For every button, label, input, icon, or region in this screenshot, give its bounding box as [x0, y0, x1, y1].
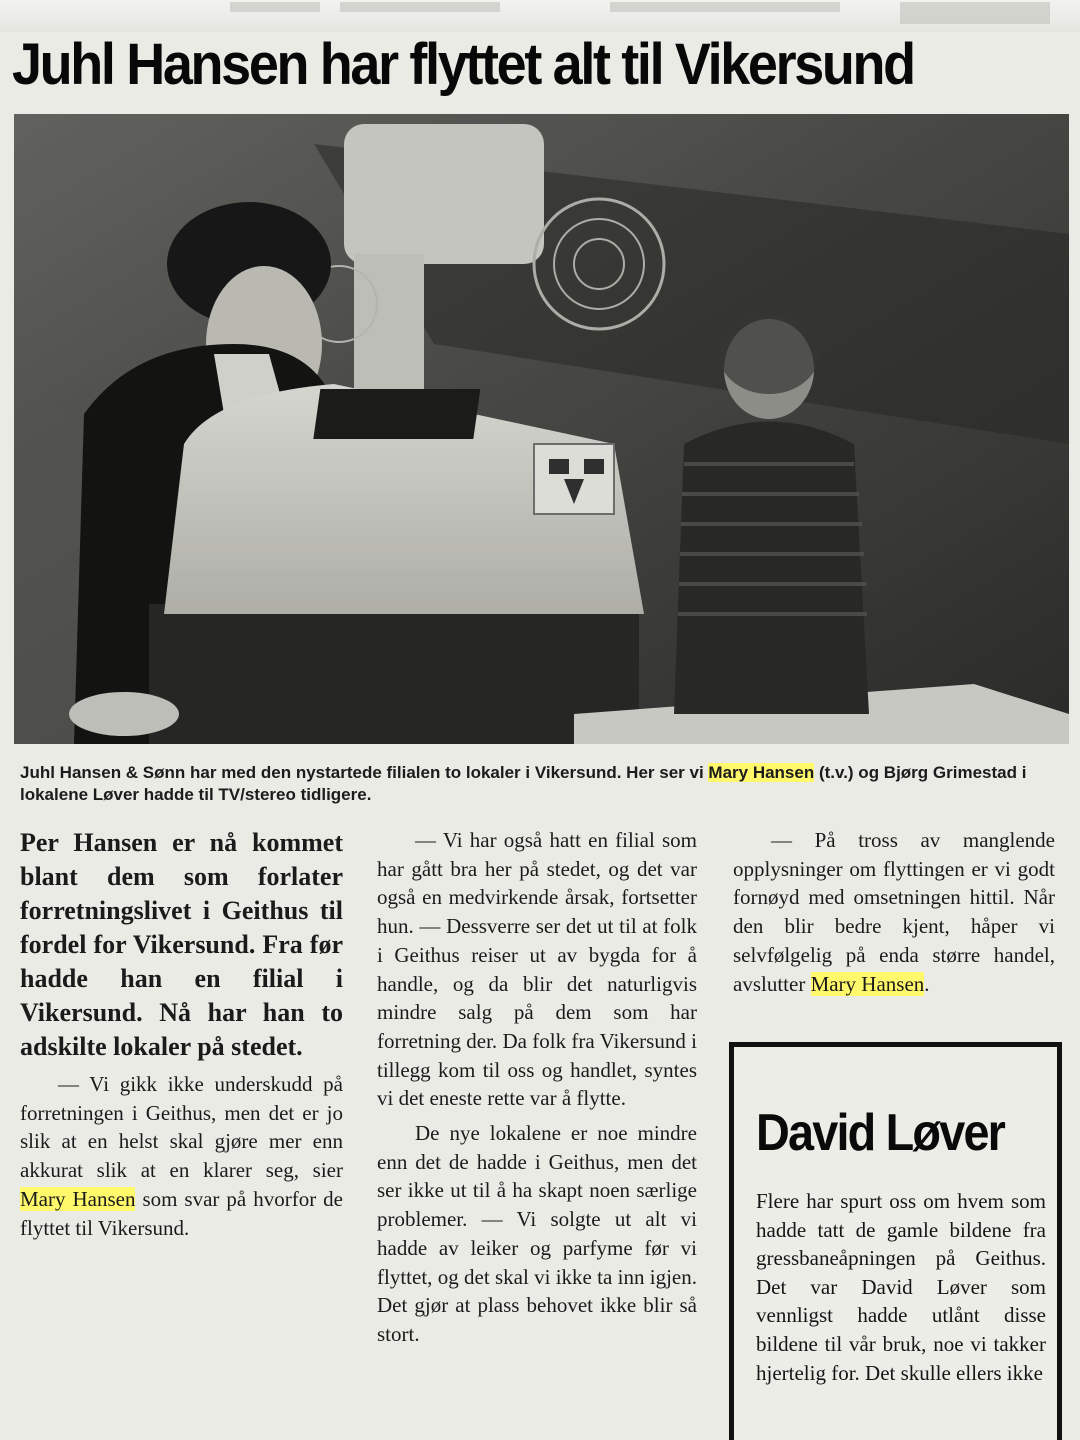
caption-text-end: (t.v.) og Bjørg Grimestad i lokalene Løver hadde til TV/stereo tidligere.: [20, 763, 1027, 804]
article-paragraph-2: — Vi har også hatt en filial som har gått bra her på stedet, og det var også en medvirkende årsak, fortsetter hun. — Dessverre ser det ut til at folk i Geithus reiser ut av bygda for å handle, og da blir det naturligvis mindre salg på dem som har forretning der. Da folk fra Vikersund i tillegg kom til oss og handlet, syntes vi det eneste rette var å flytte.: [377, 828, 697, 1111]
paragraph-4-highlight: Mary Hansen: [810, 971, 925, 996]
sidebar-box-title: David Løver: [756, 1104, 1005, 1162]
sidebar-box: [729, 1042, 1062, 1440]
photo-illustration: [14, 114, 1069, 744]
article-lead: Per Hansen er nå kommet blant dem som forlater forretningslivet i Geithus til fordel for Vikersund. Fra før hadde han en filial i Vikersund. Nå har han to adskilte lokaler på stedet.: [20, 828, 343, 1061]
paragraph-1-highlight: Mary Hansen: [20, 1186, 136, 1211]
article-column-3: [733, 826, 1055, 998]
article-column-2: [377, 826, 697, 1349]
article-column-1: [20, 826, 343, 1242]
paragraph-4-start: — På tross av manglende opplysninger om flyttingen er vi godt fornøyd med omsetningen hittil. Når den blir bedre kjent, håper vi selvfølgelig på enda større handel, avslutter: [733, 828, 1055, 996]
clipping-top-edge: [0, 0, 1080, 32]
caption-highlight-name: Mary Hansen: [708, 763, 815, 782]
sidebar-box-text: Flere har spurt oss om hvem som hadde tatt de gamle bildene fra gressbaneåpningen på Geithus. Det var David Løver som vennligst hadde utlånt disse bildene til vår bruk, noe vi takker hjertelig for. Det skulle ellers ikke: [756, 1189, 1046, 1385]
article-photo: [14, 114, 1069, 744]
sidebar-box-body: [756, 1187, 1046, 1387]
photo-caption: [20, 762, 1070, 806]
paragraph-4-end: .: [924, 971, 930, 996]
article-paragraph-4: [733, 826, 1055, 998]
article-paragraph-3: De nye lokalene er noe mindre enn det de hadde i Geithus, men det ser ikke ut til å ha skapt noen særlige problemer. — Vi solgte ut alt vi hadde av leiker og parfyme før vi flyttet, og det skal vi ikke ta inn igjen. Det gjør at plass behovet ikke blir så stort.: [377, 1121, 697, 1346]
article-paragraph-1: [20, 1070, 343, 1242]
paragraph-1-start: — Vi gikk ikke underskudd på forretningen i Geithus, men det er jo slik at en helst skal gjøre mer enn akkurat slik at en klarer seg, sier: [20, 1072, 343, 1183]
caption-text-start: Juhl Hansen & Sønn har med den nystartede filialen to lokaler i Vikersund. Her ser vi: [20, 763, 709, 782]
article-headline: Juhl Hansen har flyttet alt til Vikersund: [12, 32, 914, 97]
paragraph-1-end: som svar på hvorfor de flyttet til Vikersund.: [20, 1186, 343, 1240]
